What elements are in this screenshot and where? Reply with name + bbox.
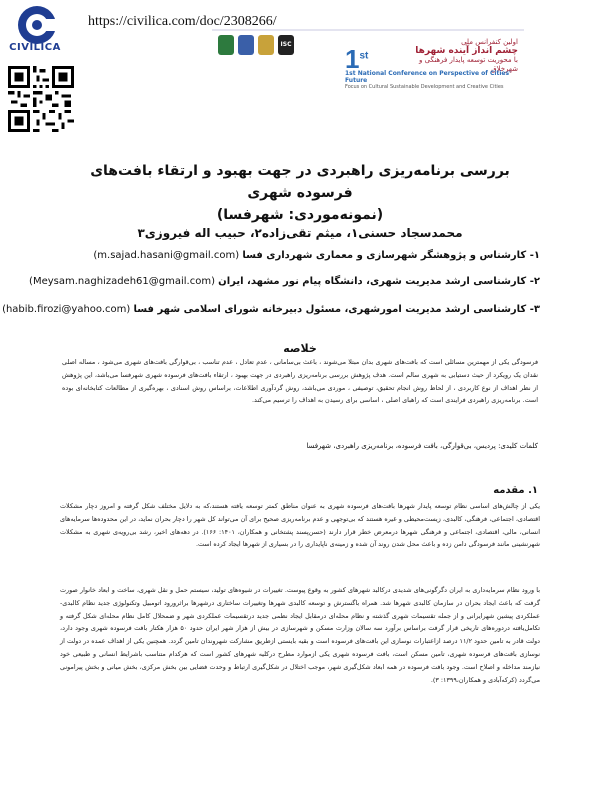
qr-code-icon xyxy=(8,66,74,132)
edition-number: 1 xyxy=(345,44,360,74)
affiliation-3-text: ۳- کارشناسی ارشد مدیریت امورشهری، مسئول دبیرخانه شورای اسلامی شهر فسا xyxy=(133,304,540,315)
intro-paragraph-1: یکی از چالش‌های اساسی نظام توسعه پایدار شهرها بافت‌های فرسوده شهری به عنوان مناطق کمتر توسعه یافته هستند،که به دلایل مختلف شکل گرفته و امروز دچار مشکلات اقتصادی، اجتماعی، فرهنگی، کالبدی، زیست‌محیطی و غیره هستند که بی‌توجهی و عدم برنامه‌ریزی صحیح برای آن می‌تواند کل شهر را دچار بحران نماید، در این محدوده‌ها سرمایه‌های انسانی، مالی، اقتصادی، اجتماعی و فرهنگی شهرها درمعرض خطر قرار دارند (حسن‌پسند پشتخانی و همکاران، ۱۴۰۱: ۱۶۶). در دهه‌های اخیر، رشد بی‌رویه‌ی شهری به مشکلات شهرنشینی مانند فرسودگی دامن زده و باعث محل شدن روند آن شده و زمینه‌ی ناپایداری را در بسیاری از شهرها ایجاد کرده است. xyxy=(60,502,540,549)
conference-fa-line2: چشم انداز آینده شهرها xyxy=(415,46,518,56)
edition-suffix: st xyxy=(359,50,369,62)
paper-title-line1: بررسی برنامه‌ریزی راهبردی در جهت بهبود و ارتقاء بافت‌های فرسوده شهری xyxy=(90,163,510,201)
affiliation-2-text: ۲- کارشناسی ارشد مدیریت شهری، دانشگاه پیام نور مشهد، ایران xyxy=(218,276,540,287)
abstract-heading: خلاصه xyxy=(283,342,317,355)
section-heading-introduction: ۱. مقدمه xyxy=(493,485,538,496)
abstract-text: فرسودگی یکی از مهمترین مسائلی است که بافت‌های شهری بدان مبتلا می‌شوند ، باعث بی‌سامانی ، عدم تعادل ، عدم تناسب ، بی‌قوارگی بافت‌های شهری می‌شود ، مساله اصلی نقدان یک رویکرد از حیث دستیابی به شهری سالم است. هدف پژوهش بررسی برنامه‌ریزی راهبردی در جهت بهبود ، ارتقاء بافت‌های فرسوده شهری شهرفسا می‌باشد، این پژوهش از نظر اهداف از نوع کاربردی ، از لحاظ روش انجام تحقیق، توصیفی ، موردی می‌باشد، روش گردآوری اطلاعات، براساس روش اسنادی ، بهره‌گیری از مطالعات کتابخانه‌ای بوده است. برنامه‌ریزی راهبردی فرایندی است که راهبای اصلی ، اساسی برای رسیدن به اهداف را ترسیم می‌کند. xyxy=(62,358,538,405)
paper-title-line2: (نمونه‌موردی: شهرفسا) xyxy=(216,207,384,223)
paper-authors: محمدسجاد حسنی۱، میثم تقی‌زاده۲، حبیب اله فیروزی۳ xyxy=(137,226,463,240)
keywords: کلمات کلیدی: پردیس، بی‌قوارگی، بافت فرسوده، برنامه‌ریزی راهبردی، شهرفسا xyxy=(306,442,538,450)
affiliation-1-text: ۱- کارشناس و پژوهشگر شهرسازی و معماری شهرداری فسا xyxy=(242,250,540,261)
civilica-logo[interactable] xyxy=(6,4,68,66)
seal-icon xyxy=(258,35,274,55)
sponsor-logos xyxy=(218,35,298,59)
logo-wordmark: CIVILICA xyxy=(9,42,61,53)
affiliation-1 xyxy=(70,250,540,261)
emblem-icon xyxy=(218,35,234,55)
paper-title xyxy=(60,160,540,226)
document-url[interactable]: https://civilica.com/doc/2308266/ xyxy=(88,14,277,29)
affiliation-3-email[interactable]: (habib.firozi@yahoo.com) xyxy=(2,304,131,315)
conference-fa-line1: اولین کنفرانس ملی xyxy=(461,38,518,46)
conference-fa-line3: با محوریت توسعه پایدار فرهنگی و شهرخلاق xyxy=(419,56,518,73)
isc-label: ISC xyxy=(280,41,292,48)
affiliation-1-email[interactable]: (m.sajad.hasani@gmail.com) xyxy=(93,250,240,261)
affiliation-3 xyxy=(2,304,540,315)
conference-title-fa xyxy=(400,38,518,74)
conference-subtitle-en: Focus on Cultural Sustainable Development and Creative Cities xyxy=(345,84,504,90)
intro-paragraph-2: با ورود نظام سرمایه‌داری به ایران دگرگونی‌های شدیدی درکالبد شهرهای کشور به وقوع پیوست. تغییرات در شیوه‌های تولید، سیستم حمل و نقل شهری، ساخت و ابعاد خانوار صورت گرفت که باعث ایجاد بحران در سازمان کالبدی شهرها شد. همراه باگسترش و توسعه کالبدی شهرها وتغییرات ساختاری درشهرها براثرورود اتومبیل وتکنولوژی جدید نظام کالبدی- عملکردی پیشین شهرایرانی و از جمله تقسیمات شهری گذشته و نظام محله‌ای درمقابل ایجاد نظمی جدید درتقسیمات عملکردی شهر و ضمحلال کامل نظام محله‌ای شکل گرفته و تکامل‌یافته دردوره‌های تاریخی قرار گرفت براساس برآورد سه سالان وزارت مسکن و شهرسازی در بیش از هزار شهر ایران حدود ۵۰ هزار هکتار بافت فرسوده شهری وجود دارد، دولت قادر به تامین حدود ۱۱/۲ درصد ازاعتبارات نوسازی این بافت‌های فرسوده است و بقیه بایستی ازطریق مشارکت شهروندان تامین گردد. همچنین یکی از اهداف عمده در دولت از نوسازی بافت‌های فرسوده شهری، تامین مسکن است، بافت فرسوده شهری یکی ازموارد مطرح درکلیه شهرهای کشور است که هرکدام متناسب باشرایط انسانی و طبیعی خود نیازمند مداخله و اصلاح است. وجود بافت فرسوده در همه ابعاد شکل‌گیری شهر، موجب اختلال در شکل‌گیری ارتباط و وحدت فضایی بین بخش مرکزی، بخش میانی و بخش پیرامونی می‌گردد (کرکه‌آبادی و همکاران،۱۳۹۹: ۳). xyxy=(60,586,540,684)
conference-title-en: 1st National Conference on Perspective of Cities' Future xyxy=(345,70,511,84)
affiliation-2-email[interactable]: (Meysam.naghizadeh61@gmail.com) xyxy=(29,276,215,287)
isc-logo xyxy=(278,35,294,55)
affiliation-2 xyxy=(29,276,540,287)
university-logo-icon xyxy=(238,35,254,55)
